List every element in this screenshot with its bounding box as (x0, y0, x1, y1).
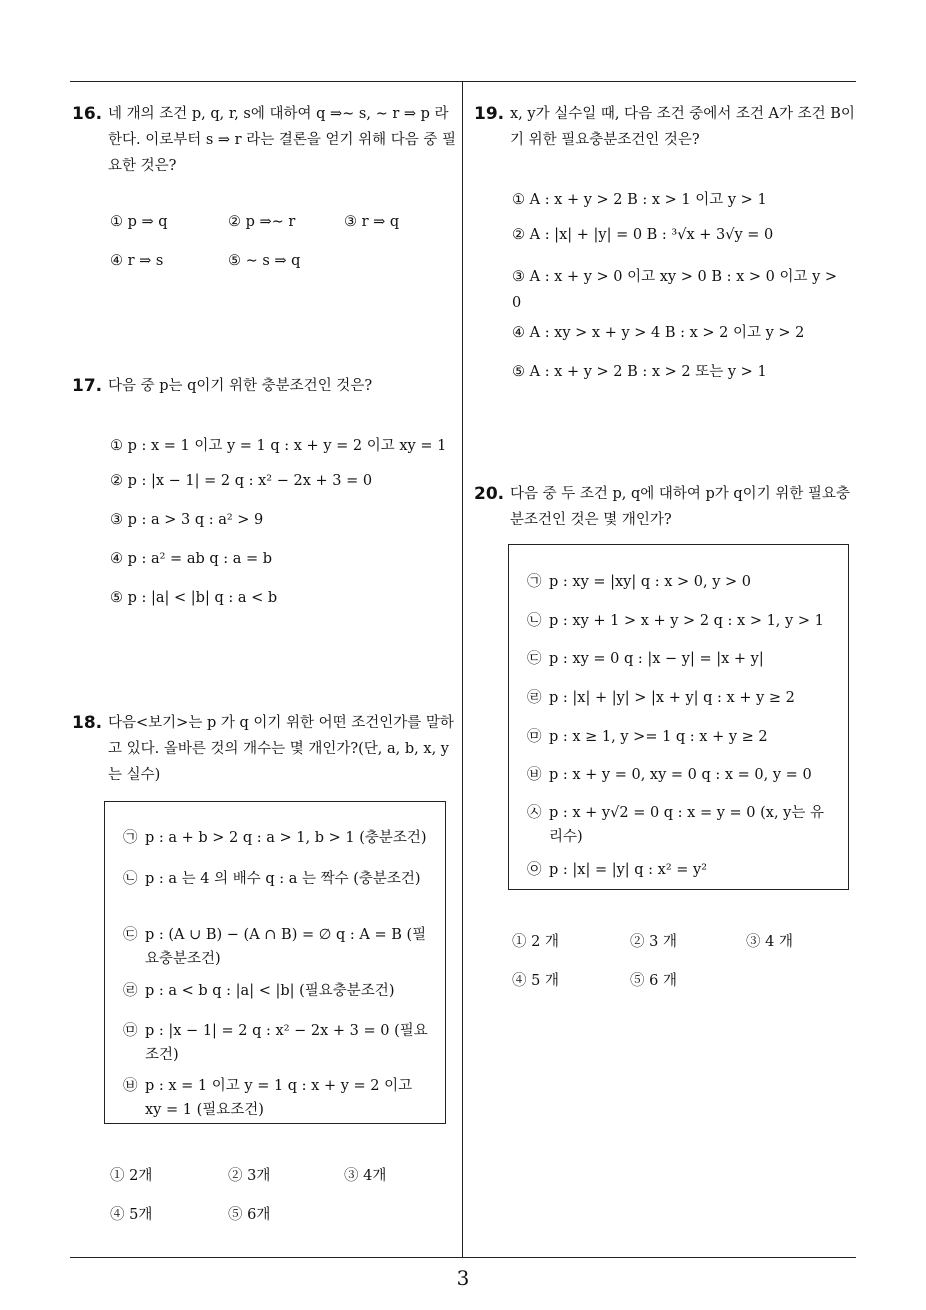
item-text: p : |x| = |y| q : x² = y² (549, 862, 708, 878)
item-text: p : x = 1 이고 y = 1 q : x + y = 2 이고 xy = 1 (필요조건) (145, 1078, 413, 1118)
item-marker: ㉤ (123, 1023, 138, 1039)
option-5[interactable]: ⑤ ∼ s ⇒ q (228, 253, 301, 269)
item-marker: ㉣ (123, 983, 138, 999)
option-4[interactable]: ④ 5 개 (512, 973, 559, 989)
question-19 (474, 101, 858, 153)
box-item (123, 979, 433, 1003)
option-2[interactable]: ② A : |x| + |y| = 0 B : ³√x + 3√y = 0 (512, 227, 774, 243)
question-number: 20. (474, 484, 505, 504)
box-item (527, 686, 837, 710)
box-item (527, 801, 827, 849)
item-marker: ㉢ (527, 651, 542, 667)
item-marker: ㉥ (123, 1078, 138, 1094)
option-5[interactable]: ⑤ p : |a| < |b| q : a < b (110, 590, 278, 606)
box-item (527, 725, 837, 749)
option-2[interactable]: ② 3 개 (630, 934, 677, 950)
example-box (508, 544, 849, 890)
option-5[interactable]: ⑤ 6 개 (630, 973, 677, 989)
item-text: p : x + y√2 = 0 q : x = y = 0 (x, y는 유리수) (549, 805, 824, 845)
option-3[interactable]: ③ r ⇒ q (344, 214, 400, 230)
box-item (123, 1074, 433, 1122)
option-1[interactable]: ① 2개 (110, 1168, 153, 1184)
question-stem: 다음 중 두 조건 p, q에 대하여 p가 q이기 위한 필요충분조건인 것은 몇 개인가? (510, 486, 850, 528)
item-marker: ㉤ (527, 729, 542, 745)
item-text: p : (A ∪ B) − (A ∩ B) = ∅ q : A = B (필요충분조건) (145, 927, 427, 967)
option-3[interactable]: ③ 4개 (344, 1168, 387, 1184)
item-marker: ㉣ (527, 690, 542, 706)
question-number: 19. (474, 104, 505, 124)
option-2[interactable]: ② 3개 (228, 1168, 271, 1184)
question-stem: x, y가 실수일 때, 다음 조건 중에서 조건 A가 조건 B이기 위한 필요충분조건인 것은? (510, 106, 855, 148)
column-divider (462, 82, 463, 1257)
item-marker: ㉠ (527, 574, 542, 590)
item-text: p : xy + 1 > x + y > 2 q : x > 1, y > 1 (549, 613, 824, 629)
option-1[interactable]: ① A : x + y > 2 B : x > 1 이고 y > 1 (512, 192, 767, 208)
option-5[interactable]: ⑤ A : x + y > 2 B : x > 2 또는 y > 1 (512, 364, 767, 380)
option-4[interactable]: ④ A : xy > x + y > 4 B : x > 2 이고 y > 2 (512, 325, 805, 341)
question-stem: 다음 중 p는 q이기 위한 충분조건인 것은? (108, 378, 373, 394)
question-17 (72, 373, 458, 399)
box-item (123, 923, 433, 971)
option-3[interactable] (512, 264, 842, 316)
item-marker: ㉡ (527, 613, 542, 629)
question-number: 16. (72, 104, 103, 124)
question-stem: 다음<보기>는 p 가 q 이기 위한 어떤 조건인가를 말하고 있다. 올바른 것의 개수는 몇 개인가?(단, a, b, x, y 는 실수) (108, 715, 454, 783)
item-text: p : a + b > 2 q : a > 1, b > 1 (충분조건) (145, 830, 427, 846)
option-3[interactable]: ③ 4 개 (746, 934, 793, 950)
box-item (527, 858, 837, 882)
item-text: p : x ≥ 1, y >= 1 q : x + y ≥ 2 (549, 729, 768, 745)
bottom-rule (70, 1257, 856, 1258)
item-text: p : |x − 1| = 2 q : x² − 2x + 3 = 0 (필요조건) (145, 1023, 428, 1063)
item-marker: ㉥ (527, 767, 542, 783)
option-4[interactable]: ④ p : a² = ab q : a = b (110, 551, 273, 567)
page-number: 3 (456, 1266, 470, 1290)
option-4[interactable]: ④ r ⇒ s (110, 253, 164, 269)
item-text: p : |x| + |y| > |x + y| q : x + y ≥ 2 (549, 690, 795, 706)
item-marker: ㉧ (527, 862, 542, 878)
option-2[interactable]: ② p : |x − 1| = 2 q : x² − 2x + 3 = 0 (110, 473, 373, 489)
box-item (527, 647, 837, 671)
option-4[interactable]: ④ 5개 (110, 1207, 153, 1223)
box-item (123, 1019, 433, 1067)
question-number: 18. (72, 713, 103, 733)
item-text: p : xy = |xy| q : x > 0, y > 0 (549, 574, 752, 590)
top-rule (70, 81, 856, 82)
item-marker: ㉢ (123, 927, 138, 943)
question-stem: 네 개의 조건 p, q, r, s에 대하여 q ⇒∼ s, ∼ r ⇒ p 라 한다. 이로부터 s ⇒ r 라는 결론을 얻기 위해 다음 중 필요한 것은? (108, 106, 456, 174)
example-box (104, 801, 446, 1124)
item-marker: ㉦ (527, 805, 542, 821)
item-text: p : a 는 4 의 배수 q : a 는 짝수 (충분조건) (145, 871, 421, 887)
box-item (123, 826, 433, 850)
box-item (527, 570, 837, 594)
question-number: 17. (72, 376, 103, 396)
option-1[interactable]: ① 2 개 (512, 934, 559, 950)
option-2[interactable]: ② p ⇒∼ r (228, 214, 296, 230)
item-text: p : xy = 0 q : |x − y| = |x + y| (549, 651, 764, 667)
question-18 (72, 710, 458, 788)
box-item (527, 609, 837, 633)
item-text: p : a < b q : |a| < |b| (필요충분조건) (145, 983, 395, 999)
item-text: p : x + y = 0, xy = 0 q : x = 0, y = 0 (549, 767, 812, 783)
box-item (123, 867, 433, 891)
option-3[interactable]: ③ p : a > 3 q : a² > 9 (110, 512, 264, 528)
item-marker: ㉠ (123, 830, 138, 846)
question-16 (72, 101, 458, 179)
box-item (527, 763, 837, 787)
option-1[interactable]: ① p : x = 1 이고 y = 1 q : x + y = 2 이고 xy = 1 (110, 438, 447, 454)
option-5[interactable]: ⑤ 6개 (228, 1207, 271, 1223)
item-marker: ㉡ (123, 871, 138, 887)
question-20 (474, 481, 858, 533)
option-1[interactable]: ① p ⇒ q (110, 214, 168, 230)
option-text: ③ A : x + y > 0 이고 xy > 0 B : x > 0 이고 y > 0 (512, 269, 838, 311)
